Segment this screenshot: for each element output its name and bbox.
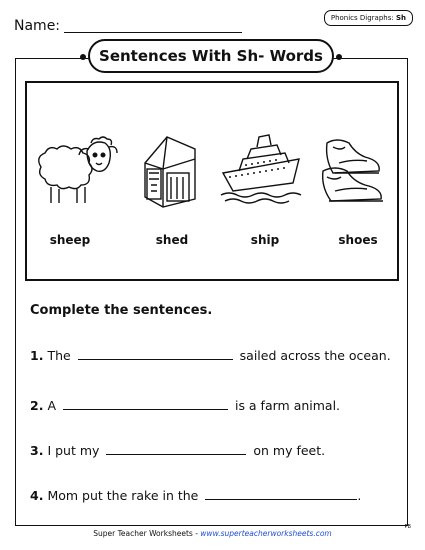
word-shed: shed: [155, 233, 189, 247]
sentence-text-after: on my feet.: [253, 443, 326, 458]
sentence-text-before: A: [47, 398, 56, 413]
footer-separator: -: [192, 529, 201, 538]
phonics-tag: [324, 10, 413, 26]
sentence-1: [30, 348, 391, 363]
tag-value: Sh: [395, 14, 406, 22]
word-ship: ship: [250, 233, 280, 247]
ship-icon: [219, 129, 309, 209]
answer-blank[interactable]: [106, 443, 246, 455]
sentence-number: 3.: [30, 443, 44, 458]
sentence-3: [30, 443, 325, 458]
footer-brand: Super Teacher Worksheets: [93, 529, 193, 538]
sentence-text-before: I put my: [47, 443, 100, 458]
tag-prefix: Phonics Digraphs:: [330, 14, 394, 22]
footer: [0, 529, 425, 538]
answer-blank[interactable]: [63, 398, 228, 410]
sentence-text-after: sailed across the ocean.: [239, 348, 391, 363]
sentence-number: 1.: [30, 348, 44, 363]
name-label: Name:: [14, 18, 61, 34]
word-shoes: shoes: [338, 233, 378, 247]
sentence-text-before: Mom put the rake in the: [47, 488, 199, 503]
sentence-text-before: The: [47, 348, 71, 363]
footer-url[interactable]: www.superteacherworksheets.com: [200, 529, 332, 538]
instructions: Complete the sentences.: [30, 303, 213, 318]
picture-box: [25, 81, 399, 281]
sentence-2: [30, 398, 340, 413]
sheep-icon: [29, 129, 119, 209]
page-title: Sentences With Sh- Words: [88, 39, 334, 73]
answer-blank[interactable]: [205, 488, 357, 500]
shed-icon: [125, 129, 215, 209]
page-code: PB: [404, 524, 411, 530]
sentence-text-after: .: [357, 488, 362, 503]
sentence-text-after: is a farm animal.: [234, 398, 341, 413]
name-line[interactable]: [64, 32, 242, 33]
word-sheep: sheep: [49, 233, 91, 247]
sentence-4: [30, 488, 361, 503]
shoes-icon: [313, 129, 403, 209]
answer-blank[interactable]: [78, 348, 233, 360]
sentence-number: 2.: [30, 398, 44, 413]
sentence-number: 4.: [30, 488, 44, 503]
